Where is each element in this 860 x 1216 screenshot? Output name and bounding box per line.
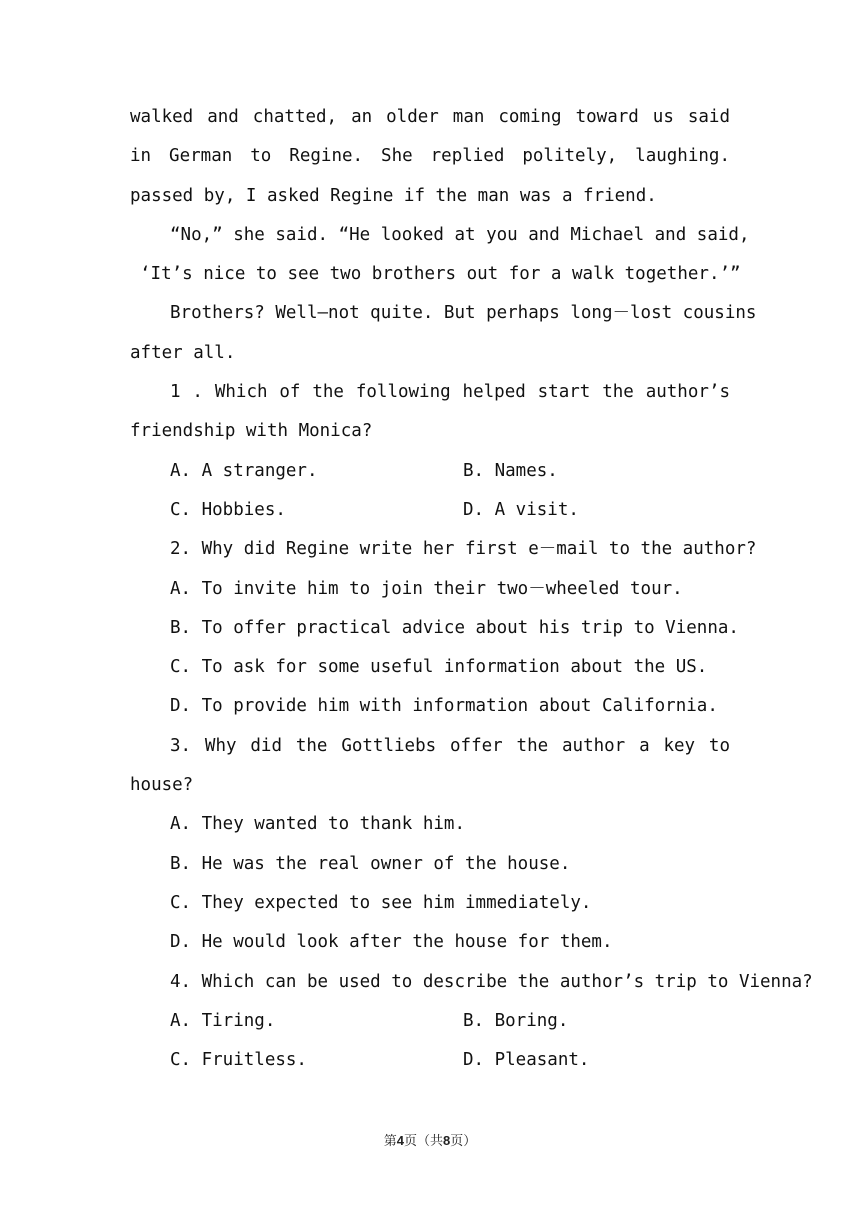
option-d: D. A visit. bbox=[463, 499, 579, 520]
question-stem: 4. Which can be used to describe the author’s trip to Vienna? bbox=[170, 971, 813, 992]
option-row bbox=[130, 491, 730, 530]
passage-line: after all. bbox=[130, 342, 236, 363]
option-row bbox=[130, 452, 730, 491]
page-total: 8 bbox=[443, 1133, 451, 1148]
option-row bbox=[130, 1002, 730, 1041]
option-a: A. To invite him to join their two－wheeled tour. bbox=[170, 578, 683, 599]
option-d: D. Pleasant. bbox=[463, 1050, 590, 1071]
option-c: C. They expected to see him immediately. bbox=[170, 892, 592, 913]
page-footer bbox=[0, 1130, 860, 1149]
question-stem: 3. Why did the Gottliebs offer the author a key to bbox=[170, 735, 730, 756]
option-a: A. Tiring. bbox=[170, 1010, 276, 1031]
option-c: C. To ask for some useful information about the US. bbox=[170, 657, 708, 678]
option-b: B. To offer practical advice about his trip to Vienna. bbox=[170, 617, 739, 638]
option-b: B. He was the real owner of the house. bbox=[170, 853, 571, 874]
passage-line: walked and chatted, an older man coming toward us said bbox=[130, 107, 730, 127]
option-d: D. To provide him with information about California. bbox=[170, 696, 718, 717]
page-content bbox=[130, 98, 813, 1080]
page-number: 4 bbox=[396, 1133, 404, 1148]
passage-line: Brothers? Well—not quite. But perhaps long－lost cousins bbox=[170, 303, 757, 324]
passage-line: ‘It’s nice to see two brothers out for a walk together.’” bbox=[140, 264, 741, 285]
option-c: C. Fruitless. bbox=[170, 1050, 307, 1071]
option-d: D. He would look after the house for them. bbox=[170, 932, 613, 953]
question-stem: friendship with Monica? bbox=[130, 421, 373, 442]
question-stem: house? bbox=[130, 775, 194, 796]
option-a: A. A stranger. bbox=[170, 460, 318, 481]
passage-line: passed by, I asked Regine if the man was a friend. bbox=[130, 185, 657, 206]
passage-line: “No,” she said. “He looked at you and Michael and said, bbox=[170, 224, 750, 245]
option-b: B. Boring. bbox=[463, 1010, 569, 1031]
footer-middle: 页（共 bbox=[403, 1134, 443, 1149]
question-stem: 1 . Which of the following helped start the author’s bbox=[170, 382, 730, 403]
footer-suffix: 页） bbox=[450, 1134, 477, 1149]
footer-prefix: 第 bbox=[383, 1134, 397, 1149]
option-a: A. They wanted to thank him. bbox=[170, 814, 466, 835]
option-b: B. Names. bbox=[463, 460, 558, 481]
option-row bbox=[130, 1041, 730, 1080]
passage-line: in German to Regine. She replied politely, laughing. bbox=[130, 146, 730, 167]
question-stem: 2. Why did Regine write her first e－mail to the author? bbox=[170, 539, 757, 560]
option-c: C. Hobbies. bbox=[170, 499, 286, 520]
